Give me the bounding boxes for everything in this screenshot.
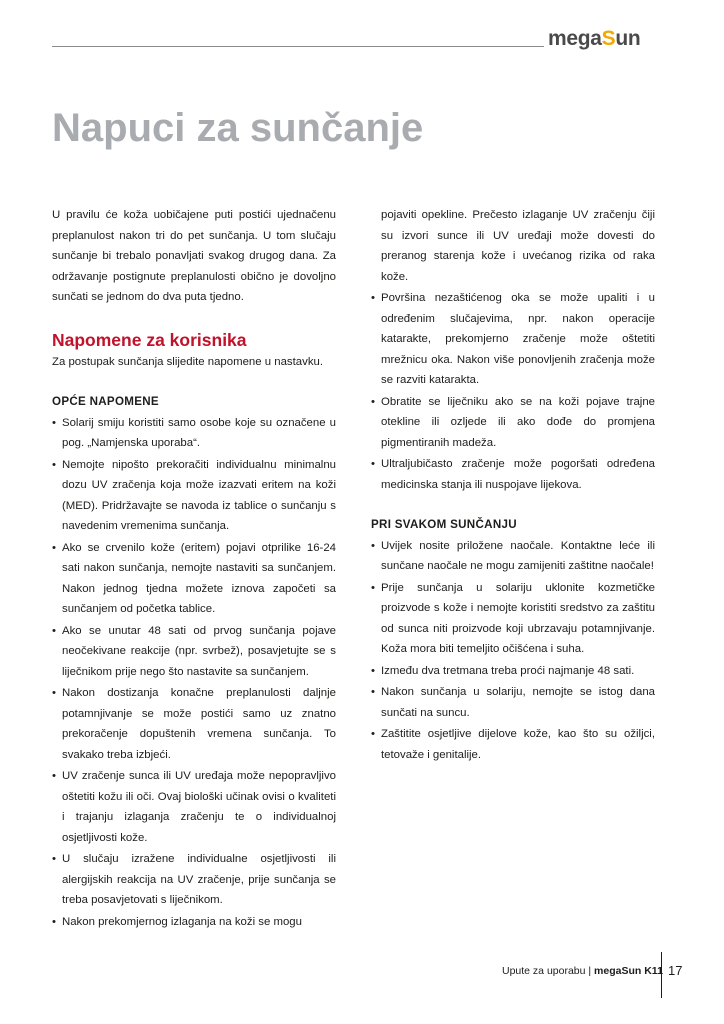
general-notes-list <box>52 413 336 933</box>
list-item: • Ako se unutar 48 sati od prvog sunčanja pojave neočekivane reakcije (npr. svrbež), posavjetujte se s liječnikom prije nego što nastavite sa sunčanjem. <box>52 624 336 678</box>
list-item: • Nemojte nipošto prekoračiti individualnu minimalnu dozu UV zračenja koja može izazvati eritem na koži (MED). Pridržavajte se navoda iz tablice o sunčanju s navedenim vremenima sunčanja. <box>52 458 336 532</box>
general-notes-heading: OPĆE NAPOMENE <box>52 395 159 408</box>
right-column <box>371 205 655 766</box>
page-title: Napuci za sunčanje <box>52 106 424 150</box>
list-item: • Nakon dostizanja konačne preplanulosti daljnje potamnjivanje se može postići samo uz znatno prekoračenje dopuštenih vremena sunčanja. To svakako treba izbjeći. <box>52 687 336 761</box>
each-session-list <box>371 536 655 766</box>
section-subtitle: Za postupak sunčanja slijedite napomene u nastavku. <box>52 355 324 368</box>
list-item-text: Između dva tretmana treba proći najmanje 48 sati. <box>381 664 635 677</box>
list-item-text: Obratite se liječniku ako se na koži pojave trajne otekline ili ozljede ili ako dođe do promjena pigmentiranih madeža. <box>381 395 655 449</box>
logo-text-un: un <box>615 27 641 50</box>
each-session-heading: PRI SVAKOM SUNČANJU <box>371 518 517 531</box>
spacer <box>371 496 655 515</box>
footer-text <box>502 963 663 979</box>
list-item-text: Zaštitite osjetljive dijelove kože, kao što su ožiljci, tetovaže i genitalije. <box>381 728 655 761</box>
footer-product: megaSun K11 <box>594 965 663 977</box>
list-item: • Nakon sunčanja u solariju, nemojte se istog dana sunčati na suncu. <box>371 686 655 719</box>
list-item-text: Ako se crvenilo kože (eritem) pojavi otprilike 16-24 sati nakon sunčanja, nemojte nastaviti sa sunčanjem. Nakon jednog tjedna možete iznova započeti sa sunčanjem od početka tablice. <box>62 541 336 615</box>
logo-text-mega: mega <box>548 27 602 50</box>
list-item-text: Površina nezaštićenog oka se može upaliti i u određenim slučajevima, npr. nakon operacije katarakte, prekomjerno zračenje može oštetiti mrežnicu oka. Nakon više ponovljenih zračenja može se razviti katarakta. <box>381 292 655 386</box>
footer-divider <box>661 952 662 998</box>
list-item: • Prije sunčanja u solariju uklonite kozmetičke proizvode s kože i nemojte koristiti sredstvo za zaštitu od sunca niti proizvode koji ubrzavaju potamnjivanje. Koža mora biti temeljito očišćena i suha. <box>371 581 655 655</box>
footer-manual-label: Upute za uporabu | <box>502 965 595 977</box>
section-title: Napomene za korisnika <box>52 329 247 350</box>
list-item: • Solarij smiju koristiti samo osobe koje su označene u pog. „Namjenska uporaba“. <box>52 416 336 449</box>
list-item-text: Ultraljubičasto zračenje može pogoršati određena medicinska stanja ili nuspojave lijekova. <box>381 458 655 491</box>
list-item: • Površina nezaštićenog oka se može upaliti i u određenim slučajevima, npr. nakon operacije katarakte, prekomjerno zračenje može oštetiti mrežnicu oka. Nakon više ponovljenih zračenja može se razviti katarakta. <box>371 292 655 386</box>
list-item-text: Nakon dostizanja konačne preplanulosti daljnje potamnjivanje se može postići samo uz znatno prekoračenje dopuštenih vremena sunčanja. To svakako treba izbjeći. <box>62 687 336 761</box>
left-column <box>52 205 336 933</box>
list-item: • Ultraljubičasto zračenje može pogoršati određena medicinska stanja ili nuspojave lijekova. <box>371 458 655 491</box>
list-item-text: Ako se unutar 48 sati od prvog sunčanja pojave neočekivane reakcije (npr. svrbež), posavjetujte se s liječnikom prije nego što nastavite sa sunčanjem. <box>62 624 336 678</box>
page-number: 17 <box>668 963 683 978</box>
list-item-text: Nakon prekomjernog izlaganja na koži se mogu <box>62 915 302 928</box>
logo-text-s: S <box>601 27 616 50</box>
list-item-text: Uvijek nosite priložene naočale. Kontaktne leće ili sunčane naočale ne mogu zamijeniti zaštitne naočale! <box>381 539 655 572</box>
list-item-text: pojaviti opekline. Prečesto izlaganje UV zračenju čiji su izvori sunce ili UV uređaji može dovesti do preranog starenja kože i uvećanog rizika od raka kože. <box>381 209 655 283</box>
list-item: • Između dva tretmana treba proći najmanje 48 sati. <box>371 664 635 677</box>
list-item-text: U slučaju izražene individualne osjetljivosti ili alergijskih reakcija na UV zračenje, prije sunčanja se treba posavjetovati s liječnikom. <box>62 853 336 906</box>
list-item-text: Solarij smiju koristiti samo osobe koje su označene u pog. „Namjenska uporaba“. <box>62 416 336 449</box>
header-rule <box>52 46 544 47</box>
list-item: • Obratite se liječniku ako se na koži pojave trajne otekline ili ozljede ili ako dođe do promjena pigmentiranih madeža. <box>371 395 655 449</box>
list-item-continuation <box>371 205 655 287</box>
list-item: • Ako se crvenilo kože (eritem) pojavi otprilike 16-24 sati nakon sunčanja, nemojte nastaviti sa sunčanjem. Nakon jednog tjedna možete iznova započeti sa sunčanjem od početka tablice. <box>52 541 336 615</box>
list-item: • U slučaju izražene individualne osjetljivosti ili alergijskih reakcija na UV zračenje, prije sunčanja se treba posavjetovati s liječnikom. <box>52 853 336 906</box>
list-item: • Nakon prekomjernog izlaganja na koži se mogu <box>52 915 302 928</box>
general-notes-list-continued <box>371 205 655 495</box>
list-item-text: UV zračenje sunca ili UV uređaja može nepopravljivo oštetiti kožu ili oči. Ovaj biološki učinak ovisi o kvaliteti i trajanju izlaganja zračenju te o individualnoj osjetljivosti kože. <box>62 770 336 844</box>
list-item-text: Prije sunčanja u solariju uklonite kozmetičke proizvode s kože i nemojte koristiti sredstvo za zaštitu od sunca niti proizvode koji ubrzavaju potamnjivanje. Koža mora biti temeljito očišćena i suha. <box>381 581 655 655</box>
list-item-text: Nemojte nipošto prekoračiti individualnu minimalnu dozu UV zračenja koja može izazvati eritem na koži (MED). Pridržavajte se navoda iz tablice o sunčanju s navedenim vremenima sunčanja. <box>62 458 336 532</box>
list-item: • Uvijek nosite priložene naočale. Kontaktne leće ili sunčane naočale ne mogu zamijeniti zaštitne naočale! <box>371 539 655 572</box>
intro-paragraph: U pravilu će koža uobičajene puti postići ujednačenu preplanulost nakon tri do pet sunčanja. U tom slučaju sunčanje bi trebalo ponavljati svakog drugog dana. Za održavanje postignute preplanulosti obično je dovoljno sunčati se jednom do dva puta tjedno. <box>52 209 336 303</box>
list-item: • UV zračenje sunca ili UV uređaja može nepopravljivo oštetiti kožu ili oči. Ovaj biološki učinak ovisi o kvaliteti i trajanju izlaganja zračenju te o individualnoj osjetljivosti kože. <box>52 770 336 844</box>
list-item: • Zaštitite osjetljive dijelove kože, kao što su ožiljci, tetovaže i genitalije. <box>371 728 655 761</box>
megasun-logo <box>548 26 640 52</box>
list-item-text: Nakon sunčanja u solariju, nemojte se istog dana sunčati na suncu. <box>381 686 655 719</box>
